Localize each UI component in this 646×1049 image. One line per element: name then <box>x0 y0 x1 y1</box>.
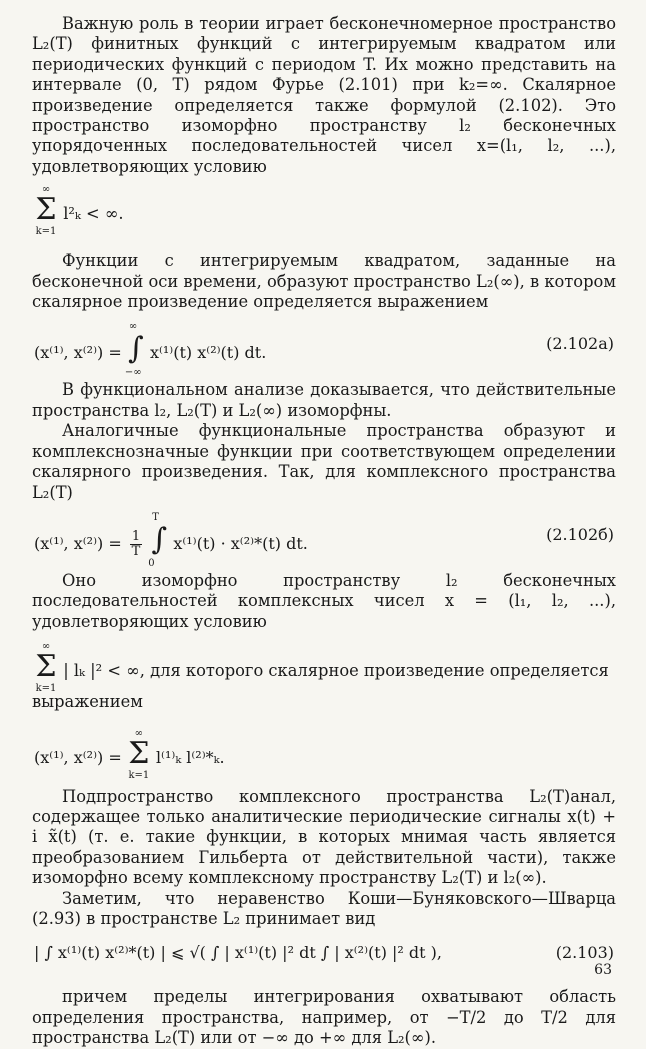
paragraph-2: Функции с интегрируемым квадратом, заданные на бесконечной оси времени, образуют пространство L₂(∞), в котором скалярное произведение определяется выражением <box>32 251 616 312</box>
equation-sum-condition <box>32 181 616 241</box>
equation-2-102b: (x⁽¹⁾, x⁽²⁾) = $\frac{1}{T}$ ∫ T 0 x⁽¹⁾(t) · x⁽²⁾*(t) dt. (2.102б) <box>34 511 614 569</box>
paragraph-8: Заметим, что неравенство Коши—Буняковского—Шварца (2.93) в пространстве L₂ принимает вид <box>32 888 616 928</box>
sum-symbol: Σ ∞ k=1 <box>35 641 57 695</box>
paragraph-3: В функциональном анализе доказывается, что действительные пространства l₂, L₂(T) и L₂(∞) изоморфны. <box>32 380 616 420</box>
sum-expression: l²ₖ < ∞. <box>63 204 124 224</box>
page-number: 63 <box>594 962 612 978</box>
equation-sum-product: (x⁽¹⁾, x⁽²⁾) = Σ ∞ k=1 l⁽¹⁾ₖ l⁽²⁾*ₖ. <box>34 727 225 781</box>
paragraph-6: выражением <box>32 692 143 712</box>
paragraph-1: Важную роль в теории играет бесконечномерное пространство L₂(T) финитных функций с интегрируемым квадратом или периодических функций с периодом T. Их можно представить на интервале (0, T) рядом Фурье (2.101) при k₂=∞. Скалярное произведение определяется также формулой (2.102). Это пространство изоморфно пространству l₂ бесконечных упорядоченных последовательностей чисел x=(l₁, l₂, ...), удовлетворяющих условию <box>32 14 616 176</box>
sum-symbol: Σ ∞ k=1 <box>35 184 57 238</box>
integral-symbol: ∫ T 0 <box>148 511 168 569</box>
equation-number: (2.102б) <box>546 524 614 544</box>
fraction: $\frac{1}{T}$ <box>131 528 141 559</box>
equation-number: (2.103) <box>555 943 614 963</box>
paragraph-9: причем пределы интегрирования охватывают область определения пространства, например, от −T/2 до T/2 для пространства L₂(T) или от −∞ до +∞ для L₂(∞). <box>32 987 616 1048</box>
equation-number: (2.102а) <box>546 334 614 354</box>
equation-sum-complex-condition: Σ ∞ k=1 | lₖ |² < ∞, для которого скалярное произведение определяется <box>35 641 609 695</box>
equation-2-103: | ∫ x⁽¹⁾(t) x⁽²⁾*(t) | ⩽ √( ∫ | x⁽¹⁾(t) |² dt ∫ | x⁽²⁾(t) |² dt ), (2.103) <box>34 943 614 963</box>
paragraph-4: Аналогичные функциональные пространства образуют и комплекснозначные функции при соответствующем определении скалярного произведения. Так, для комплексного пространства L₂(T) <box>32 421 616 502</box>
equation-2-102a: (x⁽¹⁾, x⁽²⁾) = ∫ ∞ −∞ x⁽¹⁾(t) x⁽²⁾(t) dt. (2.102а) <box>34 321 614 379</box>
paragraph-5: Оно изоморфно пространству l₂ бесконечных последовательностей комплексных чисел x = (l₁, l₂, ...), удовлетворяющих условию <box>32 570 616 631</box>
integral-symbol: ∫ ∞ −∞ <box>124 321 144 379</box>
page-content <box>32 14 616 1049</box>
sum-symbol: Σ ∞ k=1 <box>128 727 150 781</box>
paragraph-7: Подпространство комплексного пространства L₂(T)анал, содержащее только аналитические периодические сигналы x(t) + i x̃(t) (т. е. такие функции, в которых мнимая часть является преобразованием Гильберта от действительной части), также изоморфно всему комплексному пространству L₂(T) и l₂(∞). <box>32 786 616 888</box>
